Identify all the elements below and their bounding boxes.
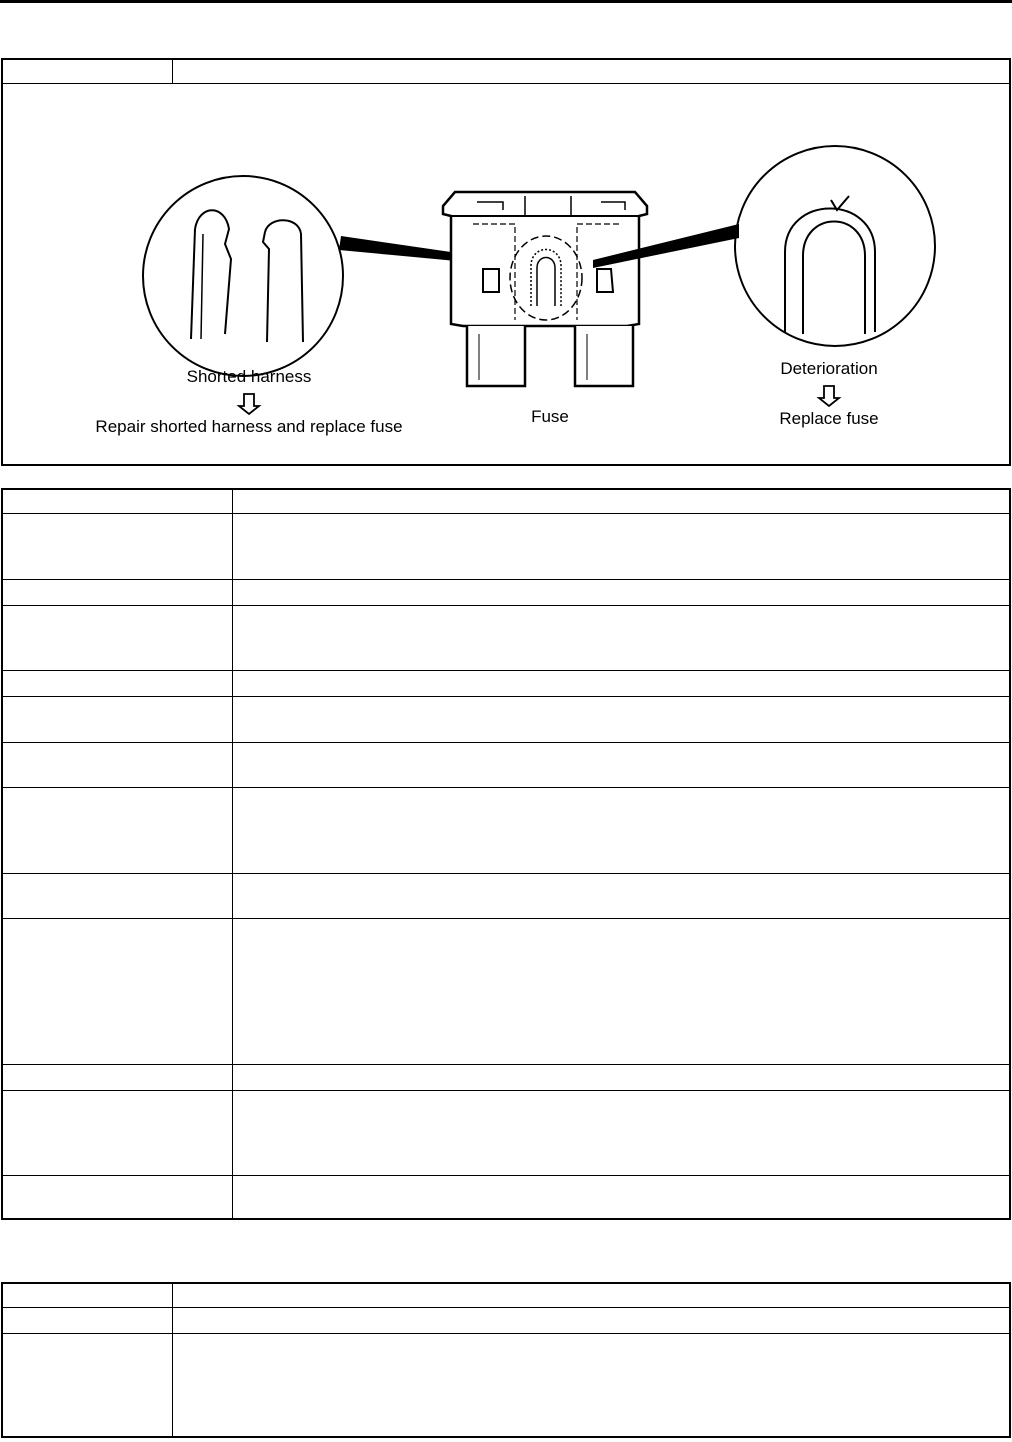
- row-label-cell: [2, 1307, 172, 1333]
- shorted-harness-detail: [143, 176, 343, 376]
- down-arrow-icon: [239, 394, 259, 414]
- table-row: [2, 605, 1010, 670]
- table-row: [2, 1090, 1010, 1175]
- shorted-harness-label: Shorted harness: [186, 366, 312, 386]
- row-value-cell: [232, 513, 1010, 579]
- repair-action-label: Repair shorted harness and replace fuse: [95, 416, 403, 436]
- row-value-cell: [232, 1175, 1010, 1219]
- row-value-cell: [172, 1283, 1010, 1307]
- table-row: [2, 742, 1010, 787]
- row-label-cell: [2, 918, 232, 1064]
- table-row: [2, 1064, 1010, 1090]
- row-value-cell: [232, 670, 1010, 696]
- table-row: [2, 670, 1010, 696]
- row-label-cell: [2, 787, 232, 873]
- row-value-cell: [232, 1090, 1010, 1175]
- row-label-cell: [2, 513, 232, 579]
- row-label-cell: [2, 1064, 232, 1090]
- table-row: [2, 918, 1010, 1064]
- info-table: [1, 488, 1011, 1220]
- row-value-cell: [232, 873, 1010, 918]
- row-value-cell: [172, 1333, 1010, 1437]
- row-value-cell: [232, 918, 1010, 1064]
- row-value-cell: [172, 1307, 1010, 1333]
- table-row: [2, 1283, 1010, 1307]
- row-label-cell: [2, 670, 232, 696]
- table-row: [2, 787, 1010, 873]
- row-label-cell: [2, 579, 232, 605]
- deterioration-label: Deterioration: [780, 358, 878, 378]
- replace-action-label: Replace fuse: [779, 408, 879, 428]
- table-row: [2, 579, 1010, 605]
- fuse-diagram: [3, 84, 1009, 461]
- row-label-cell: [2, 1333, 172, 1437]
- row-label-cell: [2, 1283, 172, 1307]
- row-label-cell: [2, 742, 232, 787]
- row-value-cell: [232, 742, 1010, 787]
- figure-table-header-label-cell: [2, 59, 172, 83]
- figure-table-header-value-cell: [172, 59, 1010, 83]
- table-row: [2, 1333, 1010, 1437]
- row-value-cell: [232, 1064, 1010, 1090]
- down-arrow-icon: [819, 386, 839, 406]
- row-value-cell: [232, 696, 1010, 742]
- row-value-cell: [232, 579, 1010, 605]
- row-value-cell: [232, 489, 1010, 513]
- table-row: [2, 513, 1010, 579]
- table-row: [2, 489, 1010, 513]
- deterioration-detail: [735, 146, 935, 346]
- figure-cell: [2, 83, 1010, 465]
- row-label-cell: [2, 696, 232, 742]
- row-label-cell: [2, 873, 232, 918]
- figure-table-header-row: [2, 59, 1010, 83]
- figure-table: [1, 58, 1011, 466]
- row-label-cell: [2, 1090, 232, 1175]
- row-value-cell: [232, 787, 1010, 873]
- row-label-cell: [2, 489, 232, 513]
- fuse-label: Fuse: [531, 406, 569, 426]
- bottom-table: [1, 1282, 1011, 1438]
- table-row: [2, 873, 1010, 918]
- figure-row: [2, 83, 1010, 465]
- fuse-illustration: [443, 192, 647, 386]
- row-value-cell: [232, 605, 1010, 670]
- table-row: [2, 1175, 1010, 1219]
- row-label-cell: [2, 1175, 232, 1219]
- table-row: [2, 1307, 1010, 1333]
- top-rule: [0, 0, 1012, 3]
- row-label-cell: [2, 605, 232, 670]
- table-row: [2, 696, 1010, 742]
